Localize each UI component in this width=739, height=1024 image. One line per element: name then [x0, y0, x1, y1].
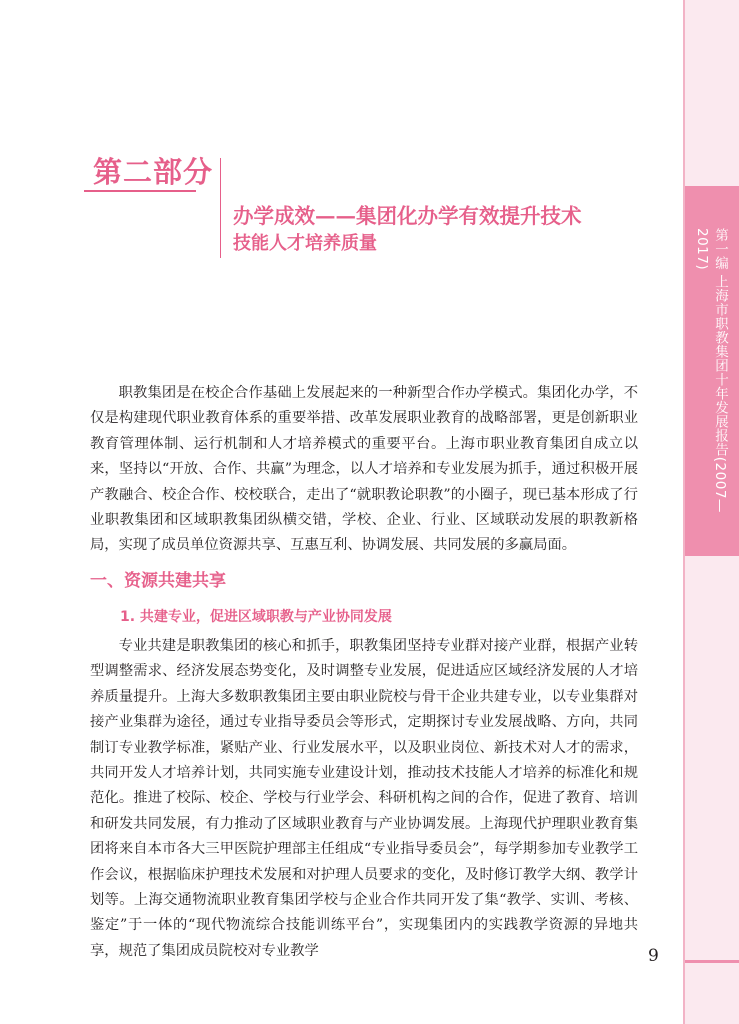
- intro-paragraph: 职教集团是在校企合作基础上发展起来的一种新型合作办学模式。集团化办学，不仅是构建现代职业教育体系的重要举措、改革发展职业教育的战略部署，更是创新职业教育管理体制、运行机制和人才培养模式的重要平台。上海市职业教育集团自成立以来，坚持以“开放、合作、共赢”为理念，以人才培养和专业发展为抓手，通过积极开展产教融合、校企合作、校校联合，走出了“就职教论职教”的小圈子，现已基本形成了行业职教集团和区域职教集团纵横交错，学校、企业、行业、区域联动发展的职教新格局，实现了成员单位资源共享、互惠互利、协调发展、共同发展的多赢局面。: [90, 385, 638, 554]
- title-divider: [220, 158, 221, 258]
- part-title-underline: [84, 190, 196, 192]
- subsection-heading: 1. 共建专业，促进区域职教与产业协同发展: [120, 609, 392, 625]
- page-number: 9: [648, 946, 659, 966]
- section-heading: 一、资源共建共享: [90, 571, 226, 591]
- part-subtitle-line1: 办学成效——集团化办学有效提升技术: [233, 204, 582, 228]
- side-tab-label: 第一编 上海市职教集团十年发展报告(2007—2017): [694, 228, 728, 513]
- part-title: 第二部分: [93, 155, 214, 189]
- body-paragraph: 专业共建是职教集团的核心和抓手，职教集团坚持专业群对接产业群，根据产业转型调整需求、经济发展态势变化，及时调整专业发展，促进适应区域经济发展的人才培养质量提升。上海大多数职教集团主要由职业院校与骨干企业共建专业，以专业集群对接产业集群为途径，通过专业指导委员会等形式，定期探讨专业发展战略、方向，共同制订专业教学标准，紧贴产业、行业发展水平，以及职业岗位、新技术对人才的需求，共同开发人才培养计划，共同实施专业建设计划，推动技术技能人才培养的标准化和规范化。推进了校际、校企、学校与行业学会、科研机构之间的合作，促进了教育、培训和研发共同发展，有力推动了区域职业教育与产业协调发展。上海现代护理职业教育集团将来自本市各大三甲医院护理部主任组成“专业指导委员会”，每学期参加专业教学工作会议，根据临床护理技术发展和对护理人员要求的变化，及时修订教学大纲、教学计划等。上海交通物流职业教育集团学校与企业合作共同开发了集“教学、实训、考核、鉴定”于一体的“现代物流综合技能训练平台”，实现集团内的实践教学资源的异地共享，规范了集团成员院校对专业教学: [90, 638, 638, 959]
- side-tab-label-wrap: [685, 228, 739, 528]
- part-subtitle: [233, 202, 663, 258]
- footer-rule: [685, 960, 739, 963]
- part-subtitle-line2: 技能人才培养质量: [233, 233, 377, 254]
